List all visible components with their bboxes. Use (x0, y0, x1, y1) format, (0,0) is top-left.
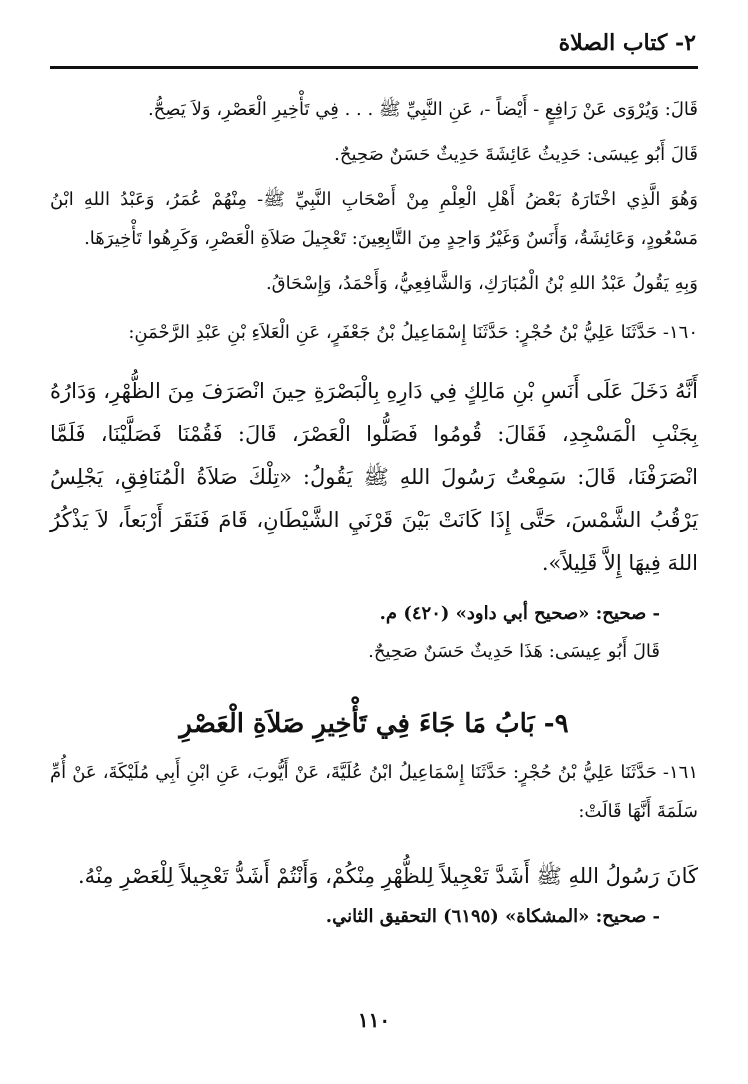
page-body (50, 90, 698, 936)
running-title: ٢- كتاب الصلاة (558, 30, 696, 56)
header-rule (50, 66, 698, 69)
paragraph-jurists: وَبِهِ يَقُولُ عَبْدُ اللهِ بْنُ الْمُبَارَكِ، وَالشَّافِعِيُّ، وَأَحْمَدُ، وَإِسْحَاقُ. (265, 273, 698, 294)
page-number: ١١٠ (357, 1008, 391, 1032)
paragraph-abu-isa-grading: قَالَ أَبُو عِيسَى: حَدِيثُ عَائِشَةَ حَدِيثٌ حَسَنٌ صَحِيحٌ. (334, 144, 698, 165)
paragraph-rafi-narration: قَالَ: وَيُرْوَى عَنْ رَافِعٍ - أَيْضاً -، عَنِ النَّبِيِّ ﷺ . . . فِي تَأْخِيرِ الْعَصْرِ، وَلاَ يَصِحُّ. (147, 99, 698, 120)
hadith-160-note: قَالَ أَبُو عِيسَى: هَذَا حَدِيثٌ حَسَنٌ صَحِيحٌ. (368, 641, 660, 662)
hadith-160-isnad: ١٦٠- حَدَّثَنَا عَلِيُّ بْنُ حُجْرٍ: حَدَّثَنَا إِسْمَاعِيلُ بْنُ جَعْفَرٍ، عَنِ الْعَلاَءِ بْنِ عَبْدِ الرَّحْمَنِ: (128, 322, 698, 343)
paragraph-scholars-opinion: وَهُوَ الَّذِي اخْتَارَهُ بَعْضُ أَهْلِ الْعِلْمِ مِنْ أَصْحَابِ النَّبِيِّ ﷺ- مِنْهُمْ عُمَرُ، وَعَبْدُ اللهِ ابْنُ مَسْعُودٍ، وَعَائِشَةُ، وَأَنَسٌ وَغَيْرُ وَاحِدٍ مِنَ التَّابِعِينَ: تَعْجِيلَ صَلاَةِ الْعَصْرِ، وَكَرِهُوا تَأْخِيرَهَا. (50, 189, 698, 249)
hadith-161-grade: - صحيح: «المشكاة» (٦١٩٥) التحقيق الثاني. (325, 906, 660, 927)
hadith-161-isnad: ١٦١- حَدَّثَنَا عَلِيُّ بْنُ حُجْرٍ: حَدَّثَنَا إِسْمَاعِيلُ ابْنُ عُلَيَّةَ، عَنْ أَيُّوبَ، عَنِ ابْنِ أَبِي مُلَيْكَةَ، عَنْ أُمِّ سَلَمَةَ أَنَّهَا قَالَتْ: (50, 762, 698, 822)
hadith-161-matn: كَانَ رَسُولُ اللهِ ﷺ أَشَدَّ تَعْجِيلاً لِلظُّهْرِ مِنْكُمْ، وَأَنْتُمْ أَشَدُّ تَعْجِيلاً لِلْعَصْرِ مِنْهُ. (78, 864, 698, 888)
chapter-heading: ٩- بَابُ مَا جَاءَ فِي تَأْخِيرِ صَلاَةِ الْعَصْرِ (179, 709, 569, 739)
hadith-160-grade: - صحيح: «صحيح أبي داود» (٤٢٠) م. (379, 603, 660, 624)
hadith-160-matn: أَنَّهُ دَخَلَ عَلَى أَنَسِ بْنِ مَالِكٍ فِي دَارِهِ بِالْبَصْرَةِ حِينَ انْصَرَفَ مِنَ الظُّهْرِ، وَدَارُهُ بِجَنْبِ الْمَسْجِدِ، فَقَالَ: قُومُوا فَصَلُّوا الْعَصْرَ، قَالَ: فَقُمْنَا فَصَلَّيْنَا، فَلَمَّا انْصَرَفْنَا، قَالَ: سَمِعْتُ رَسُولَ اللهِ ﷺ يَقُولُ: «تِلْكَ صَلاَةُ الْمُنَافِقِ، يَجْلِسُ يَرْقُبُ الشَّمْسَ، حَتَّى إِذَا كَانَتْ بَيْنَ قَرْنَيِ الشَّيْطَانِ، قَامَ فَنَقَرَ أَرْبَعاً، لاَ يَذْكُرُ اللهَ فِيهَا إِلاَّ قَلِيلاً». (50, 379, 698, 575)
